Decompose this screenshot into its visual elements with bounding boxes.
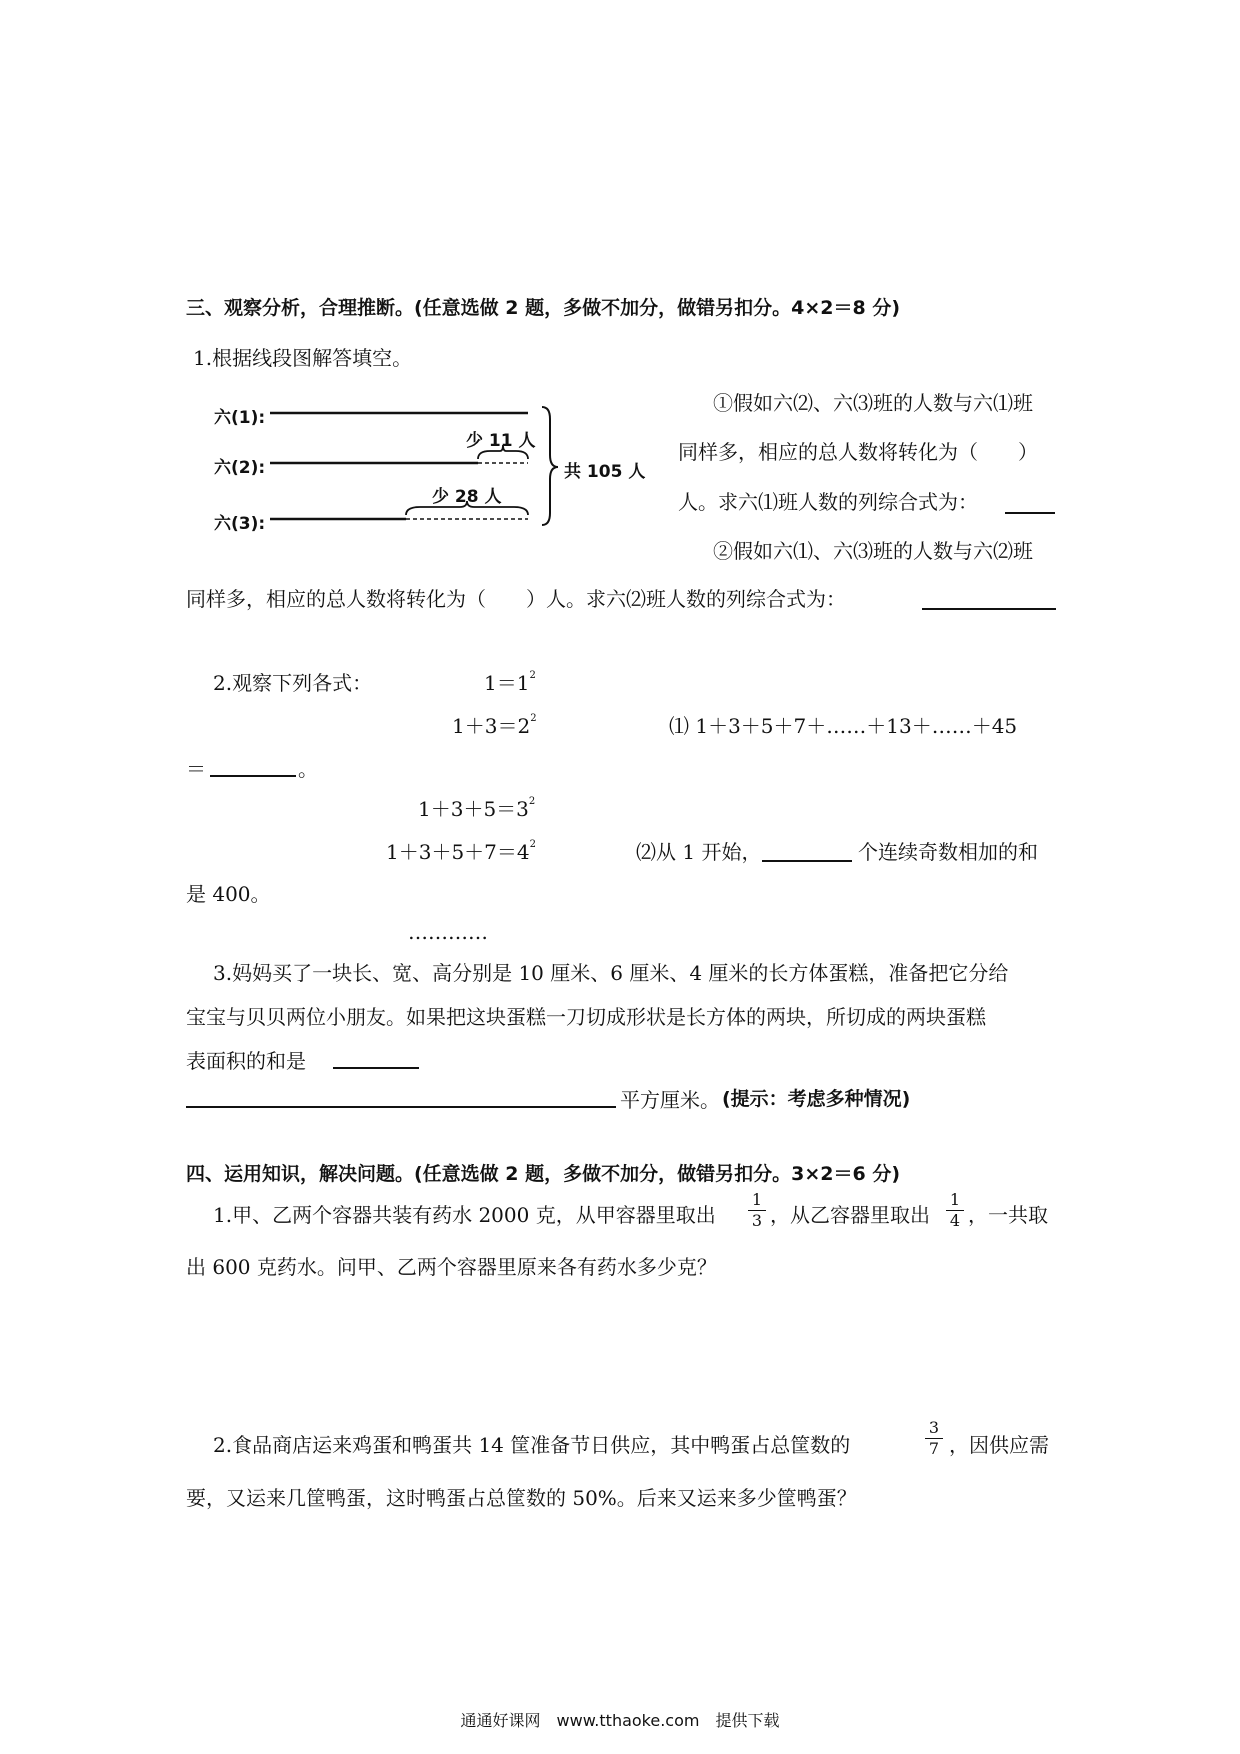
q1-part1-line3: 人。求六⑴班人数的列综合式为： — [678, 490, 978, 514]
q2-part1-end: 。 — [298, 757, 318, 781]
q2-part2-mid: 个连续奇数相加的和 — [858, 840, 1038, 864]
fraction-one-quarter: $\frac{1}{4}$ — [946, 1192, 964, 1229]
diagram-label-less11: 少 11 人 — [466, 431, 536, 451]
q1-part1-line1: ①假如六⑵、六⑶班的人数与六⑴班 — [713, 391, 1033, 415]
s4-q2-line1-a: 2.食品商店运来鸡蛋和鸭蛋共 14 筐准备节日供应，其中鸭蛋占总筐数的 — [213, 1433, 851, 1457]
q2-part1-answer-blank[interactable] — [210, 775, 296, 777]
s4-q1-line1-c: ，一共取 — [968, 1203, 1048, 1227]
s4-q2-line1-b: ，因供应需 — [949, 1433, 1049, 1457]
q2-eq3: $1+3+5=3^2$ — [418, 796, 536, 821]
section3-heading: 三、观察分析，合理推断。(任意选做 2 题，多做不加分，做错另扣分。4×2＝8 分) — [186, 297, 901, 319]
section4-heading: 四、运用知识，解决问题。(任意选做 2 题，多做不加分，做错另扣分。3×2＝6 分) — [186, 1163, 901, 1185]
q3-line3: 表面积的和是 — [186, 1049, 306, 1073]
q2-part2-answer-blank[interactable] — [762, 860, 852, 862]
q3-answer-blank-2[interactable] — [186, 1106, 616, 1108]
diagram-label-less28: 少 28 人 — [432, 487, 502, 507]
q3-line1: 3.妈妈买了一块长、宽、高分别是 10 厘米、6 厘米、4 厘米的长方体蛋糕，准备把它分给 — [213, 961, 1009, 985]
q1-part2-line1: ②假如六⑴、六⑶班的人数与六⑵班 — [713, 539, 1033, 563]
q2-eq2: $1+3=2^2$ — [452, 713, 537, 738]
diagram-label-class1: 六(1): — [214, 408, 266, 428]
q1-part1-line2: 同样多，相应的总人数将转化为（ ） — [678, 440, 1038, 464]
q2-part1: ⑴ 1＋3＋5＋7＋……＋13＋……＋45 — [669, 714, 1018, 738]
q2-part1-cont: ＝ — [186, 757, 206, 781]
q1-title: 1.根据线段图解答填空。 — [193, 346, 413, 370]
q2-dots: ………… — [408, 920, 488, 944]
brace-total — [542, 407, 558, 525]
diagram-label-class2: 六(2): — [214, 458, 266, 478]
s4-q1-line2: 出 600 克药水。问甲、乙两个容器里原来各有药水多少克？ — [186, 1255, 717, 1279]
q1-part2-line2: 同样多，相应的总人数将转化为（ ）人。求六⑵班人数的列综合式为： — [186, 587, 846, 611]
fraction-three-sevenths: $\frac{3}{7}$ — [925, 1420, 943, 1457]
q3-line4: 平方厘米。 — [620, 1088, 720, 1112]
s4-q1-line1-b: ，从乙容器里取出 — [770, 1203, 930, 1227]
q3-answer-blank-1[interactable] — [333, 1067, 419, 1069]
q1-part1-answer-blank[interactable] — [1005, 512, 1055, 514]
diagram-label-class3: 六(3): — [214, 514, 266, 534]
s4-q1-line1-a: 1.甲、乙两个容器共装有药水 2000 克，从甲容器里取出 — [213, 1203, 716, 1227]
q1-part2-answer-blank[interactable] — [922, 608, 1056, 610]
q2-title: 2.观察下列各式： — [213, 671, 373, 695]
q2-eq4: $1+3+5+7=4^2$ — [386, 839, 536, 864]
q2-part2-cont: 是 400。 — [186, 882, 271, 906]
q2-part2: ⑵从 1 开始， — [636, 840, 762, 864]
s4-q2-line2: 要，又运来几筐鸭蛋，这时鸭蛋占总筐数的 50%。后来又运来多少筐鸭蛋？ — [186, 1486, 857, 1510]
diagram-label-total: 共 105 人 — [564, 462, 646, 482]
q3-hint: (提示：考虑多种情况) — [722, 1088, 911, 1110]
page-footer: 通通好课网 www.tthaoke.com 提供下载 — [460, 1711, 780, 1730]
fraction-one-third: $\frac{1}{3}$ — [748, 1192, 766, 1229]
q3-line2: 宝宝与贝贝两位小朋友。如果把这块蛋糕一刀切成形状是长方体的两块，所切成的两块蛋糕 — [186, 1005, 986, 1029]
q2-eq1: $1=1^2$ — [484, 670, 536, 695]
